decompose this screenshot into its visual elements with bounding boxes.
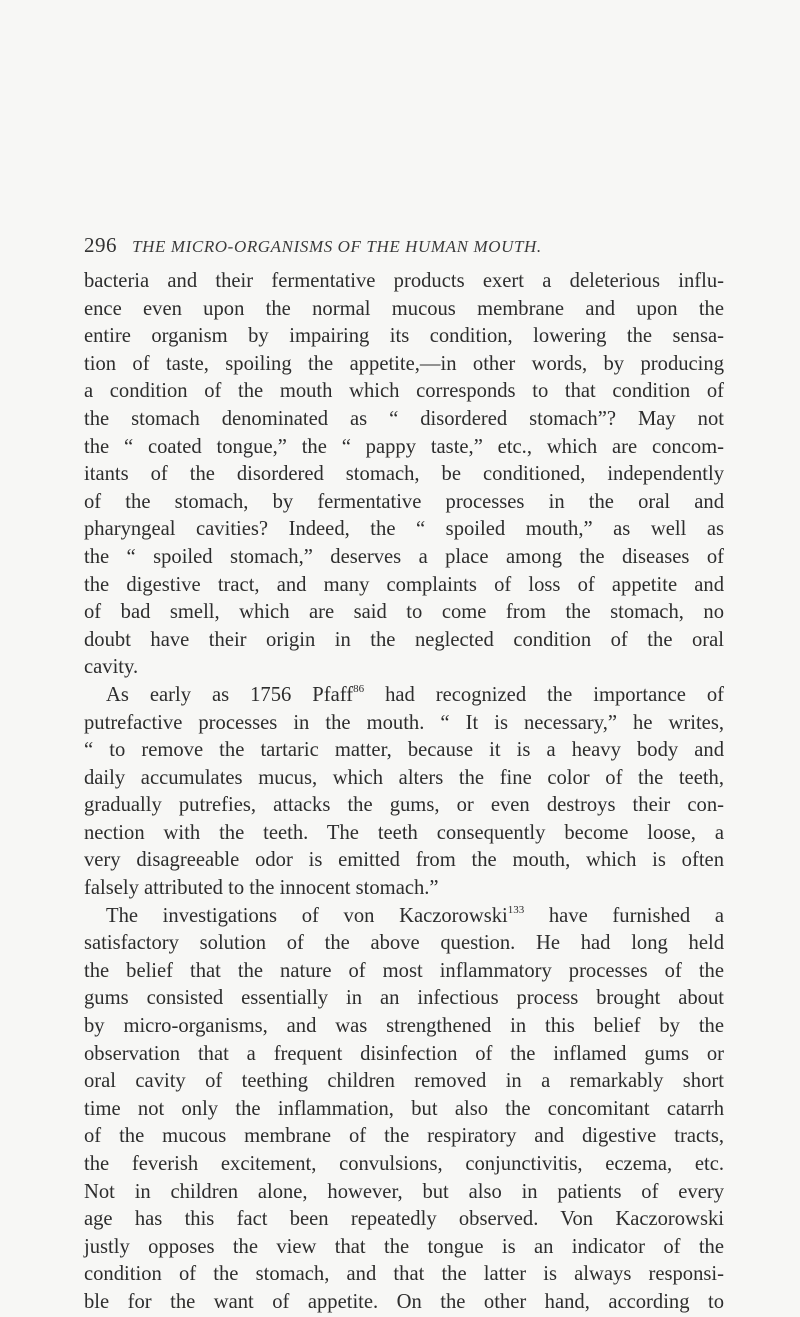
text-line: the digestive tract, and many complaints of loss of appetite and <box>84 573 724 596</box>
text-line: gums consisted essentially in an infectious process brought about <box>84 987 724 1010</box>
text-line: nection with the teeth. The teeth consequently become loose, a <box>84 821 724 844</box>
text-line: ble for the want of appetite. On the other hand, according to <box>84 1290 724 1313</box>
text-line: itants of the disordered stomach, be conditioned, independently <box>84 463 724 486</box>
text-line: gradually putrefies, attacks the gums, or even destroys their con- <box>84 794 724 817</box>
text-line: the “ coated tongue,” the “ pappy taste,” etc., which are concom- <box>84 435 724 458</box>
citation-ref: 133 <box>507 903 525 916</box>
text-line: pharyngeal cavities? Indeed, the “ spoiled mouth,” as well as <box>84 518 724 541</box>
text-line: very disagreeable odor is emitted from the mouth, which is often <box>84 849 724 872</box>
text-line: “ to remove the tartaric matter, because it is a heavy body and <box>84 739 724 762</box>
text-line: putrefactive processes in the mouth. “ It is necessary,” he writes, <box>84 711 724 734</box>
text-line: a condition of the mouth which corresponds to that condition of <box>84 380 724 403</box>
running-head <box>84 233 724 263</box>
text-line: tion of taste, spoiling the appetite,—in other words, by producing <box>84 352 724 375</box>
text-line: the “ spoiled stomach,” deserves a place among the diseases of <box>84 545 724 568</box>
text-line: Not in children alone, however, but also in patients of every <box>84 1180 724 1203</box>
text-line: of the mucous membrane of the respiratory and digestive tracts, <box>84 1125 724 1148</box>
text-line: by micro-organisms, and was strengthened in this belief by the <box>84 1015 724 1038</box>
text-line: entire organism by impairing its condition, lowering the sensa- <box>84 325 724 348</box>
body-text <box>84 268 724 1317</box>
line-text: The investigations of von Kaczorowski <box>106 904 508 927</box>
running-title: THE MICRO-ORGANISMS OF THE HUMAN MOUTH. <box>132 237 542 256</box>
text-line: age has this fact been repeatedly observed. Von Kaczorowski <box>84 1208 724 1231</box>
text-line: of bad smell, which are said to come from the stomach, no <box>84 601 724 624</box>
text-line-with-citation <box>84 903 724 931</box>
text-line: of the stomach, by fermentative processes in the oral and <box>84 490 724 513</box>
text-line: oral cavity of teething children removed in a remarkably short <box>84 1070 724 1093</box>
text-line: daily accumulates mucus, which alters the fine color of the teeth, <box>84 766 724 789</box>
page-number: 296 <box>84 233 117 257</box>
text-line: doubt have their origin in the neglected condition of the oral <box>84 628 724 651</box>
citation-ref: 86 <box>353 682 365 695</box>
text-line: observation that a frequent disinfection of the inflamed gums or <box>84 1042 724 1065</box>
text-line: the feverish excitement, convulsions, conjunctivitis, eczema, etc. <box>84 1153 724 1175</box>
text-line-with-citation <box>84 682 724 710</box>
text-line: bacteria and their fermentative products exert a deleterious influ- <box>84 270 724 292</box>
text-line: the belief that the nature of most inflammatory processes of the <box>84 959 724 982</box>
text-line: falsely attributed to the innocent stomach.” <box>84 877 439 900</box>
line-text: had recognized the importance of <box>364 683 724 706</box>
text-line: ence even upon the normal mucous membrane and upon the <box>84 297 724 320</box>
line-text: As early as 1756 Pfaff <box>106 683 354 706</box>
text-line: satisfactory solution of the above question. He had long held <box>84 932 724 955</box>
line-text: have furnished a <box>524 904 724 927</box>
text-line: justly opposes the view that the tongue is an indicator of the <box>84 1235 724 1258</box>
text-line: the stomach denominated as “ disordered stomach”? May not <box>84 407 724 430</box>
text-line: time not only the inflammation, but also the concomitant catarrh <box>84 1097 724 1120</box>
text-line: condition of the stomach, and that the latter is always responsi- <box>84 1263 724 1286</box>
text-line: cavity. <box>84 656 139 679</box>
